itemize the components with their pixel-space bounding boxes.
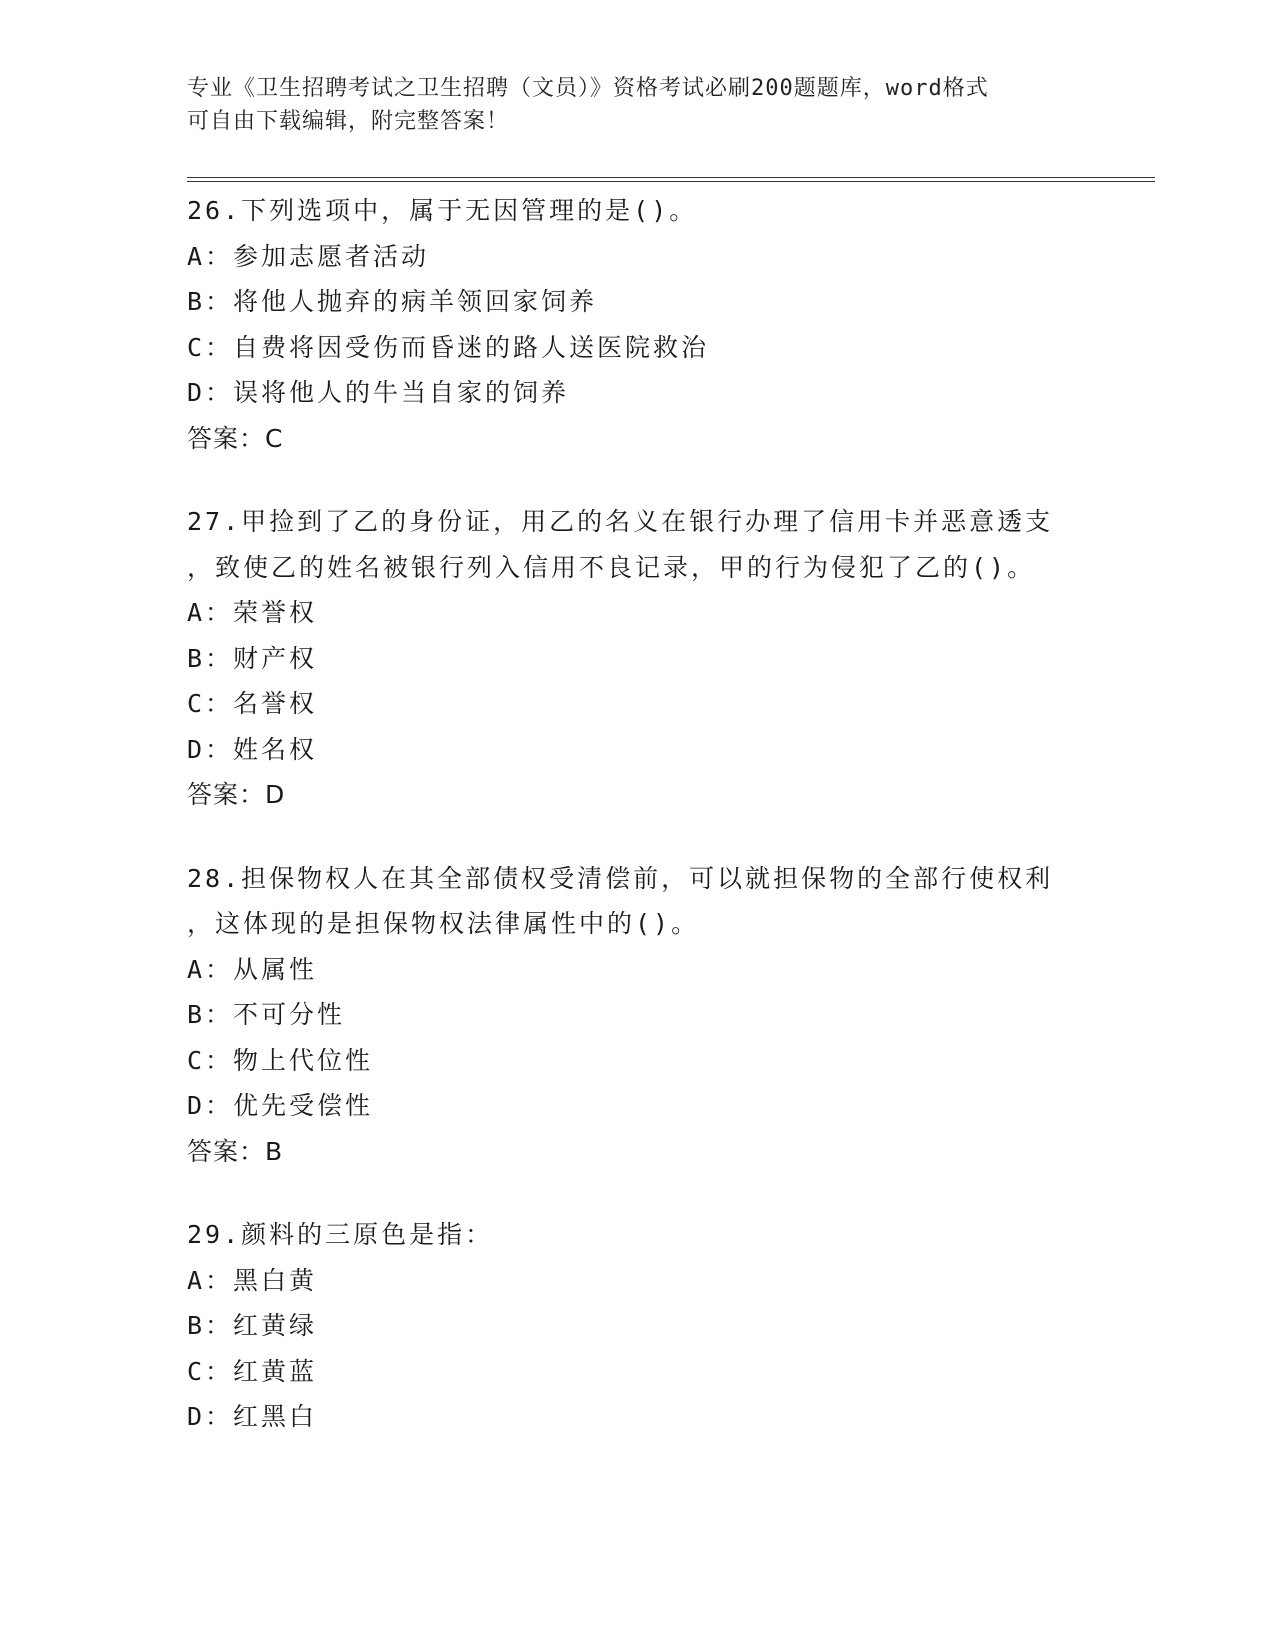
- question-stem: 29.颜料的三原色是指：: [187, 1220, 494, 1249]
- option-b: B：财产权: [187, 643, 318, 673]
- option-d: D：红黑白: [187, 1402, 318, 1431]
- question-stem: 26.下列选项中，属于无因管理的是()。: [187, 196, 698, 225]
- question-stem: 27.甲捡到了乙的身份证，用乙的名义在银行办理了信用卡并恶意透支: [187, 507, 1054, 536]
- answer-text: 答案：C: [187, 423, 284, 453]
- option-d: D：优先受偿性: [187, 1091, 374, 1120]
- header-line-1: 专业《卫生招聘考试之卫生招聘（文员）》资格考试必刷200题题库，word格式: [187, 76, 989, 101]
- option-a: A：参加志愿者活动: [187, 241, 430, 271]
- option-c: C：自费将因受伤而昏迷的路人送医院救治: [187, 332, 710, 362]
- question-stem-continued: ，致使乙的姓名被银行列入信用不良记录，甲的行为侵犯了乙的()。: [187, 552, 1036, 582]
- option-b: B：不可分性: [187, 1000, 346, 1029]
- header-line-2: 可自由下载编辑，附完整答案！: [187, 109, 510, 134]
- question-list: [187, 188, 1087, 1478]
- option-b: B：将他人抛弃的病羊领回家饲养: [187, 287, 598, 316]
- option-c: C：红黄蓝: [187, 1356, 318, 1386]
- question-29: [187, 1212, 1087, 1440]
- option-a: A：荣誉权: [187, 598, 318, 627]
- option-a: A：从属性: [187, 954, 318, 984]
- question-26: [187, 188, 1087, 461]
- option-d: D：姓名权: [187, 734, 318, 764]
- question-27: [187, 499, 1087, 818]
- option-b: B：红黄绿: [187, 1311, 318, 1340]
- question-28: [187, 856, 1087, 1175]
- option-a: A：黑白黄: [187, 1265, 318, 1295]
- header-divider: [187, 177, 1155, 182]
- answer-text: 答案：D: [187, 780, 286, 809]
- option-d: D：误将他人的牛当自家的饲养: [187, 378, 570, 407]
- answer-text: 答案：B: [187, 1136, 284, 1166]
- question-stem: 28.担保物权人在其全部债权受清偿前，可以就担保物的全部行使权利: [187, 863, 1054, 893]
- question-stem-continued: ，这体现的是担保物权法律属性中的()。: [187, 909, 700, 938]
- option-c: C：名誉权: [187, 689, 318, 718]
- document-header: [187, 72, 1087, 138]
- option-c: C：物上代位性: [187, 1045, 374, 1075]
